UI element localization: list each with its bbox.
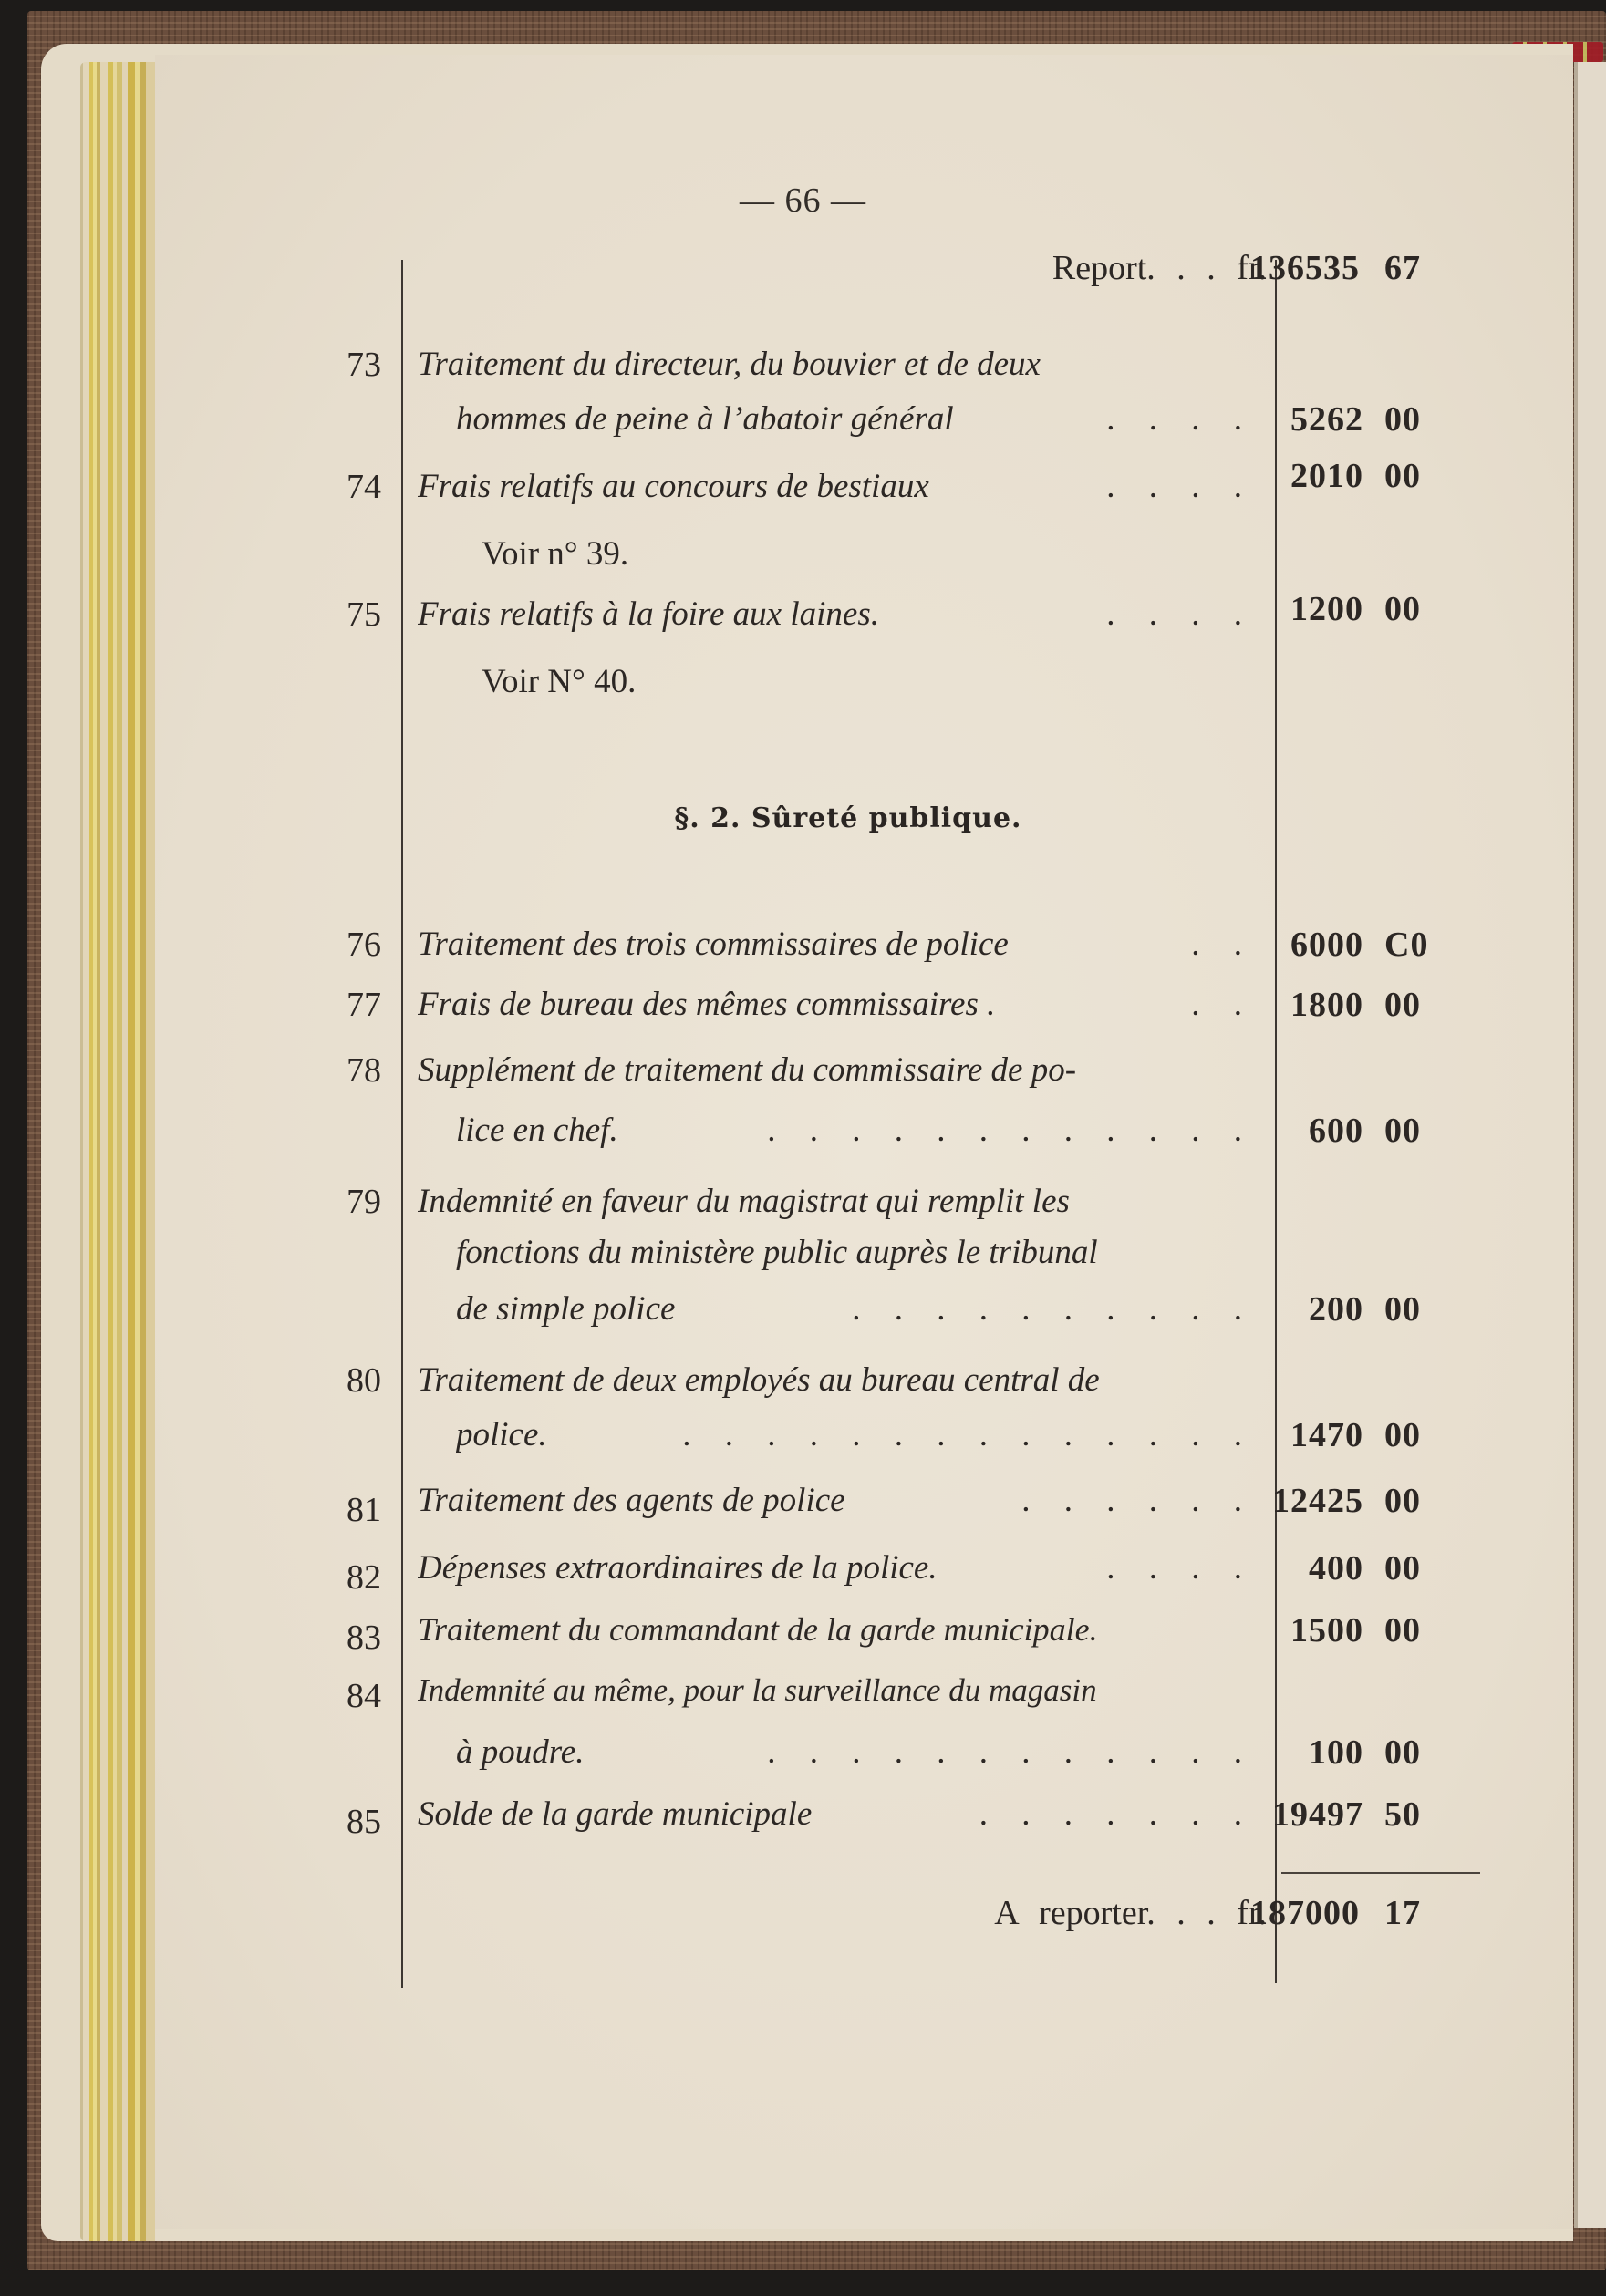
carry-out-decimal: 17: [1384, 1894, 1421, 1932]
entry-amount-decimal: 00: [1384, 1549, 1421, 1588]
entry-amount-decimal: C0: [1384, 926, 1429, 964]
entry-text-line: Traitement du commandant de la garde municipale.: [418, 1611, 1098, 1648]
entry-amount-integer: 6000: [1290, 926, 1363, 964]
leader-dots: . . . .: [1106, 595, 1255, 633]
leader-dots: . . . . . . . . . .: [852, 1290, 1255, 1328]
carry-in-label: Report. . . fr.: [1052, 249, 1267, 287]
entry-text-line: [456, 1732, 1266, 1772]
entry-text: Frais relatifs à la foire aux laines.: [418, 595, 879, 633]
entry-row: [0, 1481, 1606, 1532]
section-heading: §. 2. Sûreté publique.: [674, 802, 1022, 834]
entry-amount-decimal: 00: [1384, 1112, 1421, 1150]
carry-out-row: [0, 1893, 1606, 1944]
entry-text: Solde de la garde municipale: [418, 1795, 813, 1833]
entry-amount-decimal: 00: [1384, 1611, 1421, 1650]
leader-dots: . . . .: [1106, 468, 1255, 505]
entry-amount-integer: 5262: [1290, 400, 1363, 439]
entry-amount-decimal: 00: [1384, 457, 1421, 495]
leader-dots: . . . .: [1106, 400, 1255, 438]
entry-note: Voir N° 40.: [482, 663, 637, 700]
entry-text: police.: [456, 1416, 547, 1453]
entry-row: [0, 1548, 1606, 1599]
entry-row: [0, 1794, 1606, 1846]
entry-text-line: [418, 925, 1266, 964]
entry-text-line: Traitement de deux employés au bureau central de: [418, 1361, 1100, 1399]
entry-text-line: [456, 1111, 1266, 1150]
entry-amount-decimal: 50: [1384, 1795, 1421, 1834]
entry-number: 81: [347, 1491, 381, 1529]
entry-text: lice en chef.: [456, 1112, 618, 1149]
leader-dots: . .: [1191, 986, 1255, 1023]
entry-number: 75: [347, 595, 381, 634]
entry-amount-decimal: 00: [1384, 400, 1421, 439]
entry-amount-decimal: 00: [1384, 590, 1421, 628]
carry-in-decimal: 67: [1384, 249, 1421, 287]
entry-text: Dépenses extraordinaires de la police.: [418, 1549, 938, 1587]
entry-text-line: Traitement du directeur, du bouvier et de deux: [418, 346, 1041, 383]
entry-amount-decimal: 00: [1384, 1416, 1421, 1454]
leader-dots: . . . . . . . . . . . .: [767, 1733, 1255, 1771]
entry-number: 85: [347, 1803, 381, 1841]
page-number: — 66 —: [740, 181, 866, 220]
entry-text: hommes de peine à l’abatoir général: [456, 400, 954, 438]
leader-dots: . . . . . .: [1021, 1482, 1255, 1519]
entry-number: 76: [347, 926, 381, 964]
entry-text-line: Indemnité en faveur du magistrat qui remplit les: [418, 1183, 1070, 1220]
entry-text-line: [418, 1481, 1266, 1520]
entry-number: 74: [347, 468, 381, 506]
entry-amount-integer: 400: [1309, 1549, 1363, 1588]
entry-number: 78: [347, 1051, 381, 1090]
leader-dots: . . . . . . . . . . . . . .: [682, 1416, 1255, 1453]
entry-number: 77: [347, 986, 381, 1024]
entry-text-line: [418, 985, 1266, 1024]
total-rule: [1281, 1872, 1480, 1874]
entry-text: à poudre.: [456, 1733, 585, 1771]
entry-number: 83: [347, 1619, 381, 1657]
entry-row: [0, 925, 1606, 976]
leader-dots: . .: [1191, 926, 1255, 963]
entry-amount-integer: 2010: [1290, 457, 1363, 495]
entry-number: 84: [347, 1677, 381, 1715]
entry-row: [0, 1610, 1606, 1661]
entry-text-line: [418, 467, 1266, 506]
entry-amount-integer: 1470: [1290, 1416, 1363, 1454]
entry-text: Traitement des agents de police: [418, 1482, 845, 1519]
leader-dots: . . . . . . . . . . . .: [767, 1112, 1255, 1149]
entry-number: 73: [347, 346, 381, 384]
entry-amount-decimal: 00: [1384, 1733, 1421, 1772]
entry-amount-integer: 1800: [1290, 986, 1363, 1024]
carry-in-integer: 136535: [1250, 249, 1360, 287]
carry-out-integer: 187000: [1250, 1894, 1360, 1932]
entry-text-line: fonctions du ministère public auprès le tribunal: [456, 1234, 1098, 1271]
entry-text-line: [418, 1548, 1266, 1588]
carry-in-row: [0, 248, 1606, 299]
entry-amount-integer: 1200: [1290, 590, 1363, 628]
carry-out-label: A reporter. . . fr.: [994, 1894, 1267, 1932]
entry-text-line: [456, 1415, 1266, 1454]
entry-amount-integer: 200: [1309, 1290, 1363, 1329]
entry-text: Frais de bureau des mêmes commissaires .: [418, 986, 996, 1023]
entry-amount-integer: 1500: [1290, 1611, 1363, 1650]
entry-amount-integer: 19497: [1272, 1795, 1363, 1834]
leader-dots: . . . .: [1106, 1549, 1255, 1587]
leader-dots: . . . . . . .: [979, 1795, 1255, 1833]
entry-text: de simple police: [456, 1290, 676, 1328]
entry-text-line: [418, 1794, 1266, 1834]
entry-amount-integer: 100: [1309, 1733, 1363, 1772]
entry-amount-integer: 600: [1309, 1112, 1363, 1150]
entry-number: 82: [347, 1558, 381, 1597]
entry-text: Traitement des trois commissaires de police: [418, 926, 1009, 963]
entry-text-line: Indemnité au même, pour la surveillance du magasin: [418, 1672, 1097, 1708]
entry-amount-decimal: 00: [1384, 1482, 1421, 1520]
entry-number: 80: [347, 1361, 381, 1400]
entry-text-line: Supplément de traitement du commissaire de po-: [418, 1051, 1077, 1089]
entry-number: 79: [347, 1183, 381, 1221]
entry-text: Frais relatifs au concours de bestiaux: [418, 468, 929, 505]
entry-text-line: [418, 595, 1266, 634]
entry-row: [0, 985, 1606, 1036]
entry-text-line: [456, 399, 1266, 439]
entry-amount-decimal: 00: [1384, 986, 1421, 1024]
entry-amount-decimal: 00: [1384, 1290, 1421, 1329]
entry-text-line: [456, 1289, 1266, 1329]
entry-amount-integer: 12425: [1272, 1482, 1363, 1520]
entry-note: Voir n° 39.: [482, 535, 629, 573]
